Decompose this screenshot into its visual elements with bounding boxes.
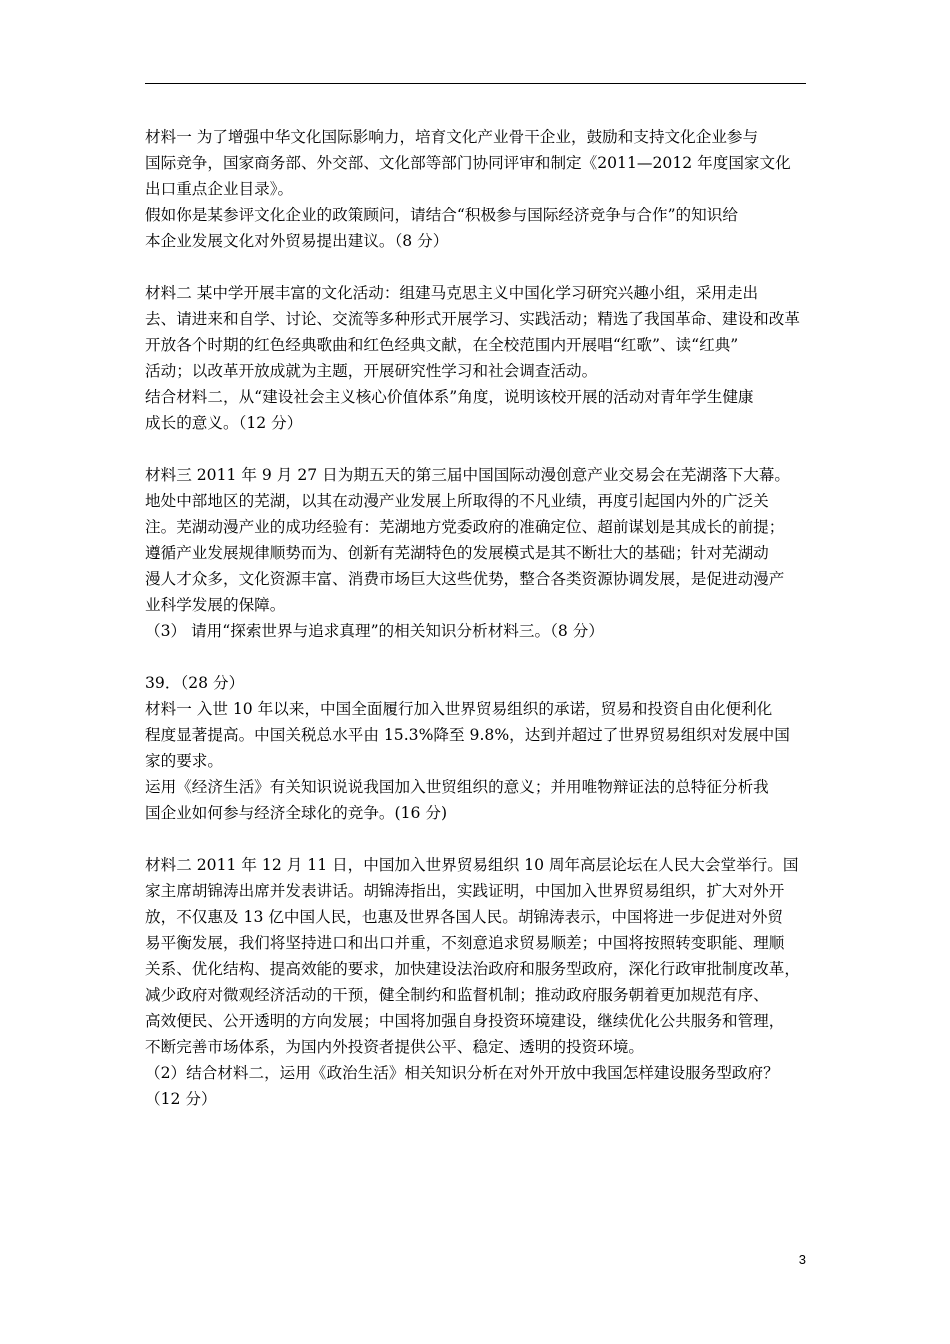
q39-material-2-paragraph xyxy=(145,852,813,1060)
text-line: 结合材料二，从“建设社会主义核心价值体系”角度，说明该校开展的活动对青年学生健康 xyxy=(145,388,754,406)
q39-material-1-paragraph xyxy=(145,696,813,774)
text-line: 关系、优化结构、提高效能的要求，加快建设法治政府和服务型政府，深化行政审批制度改革， xyxy=(145,960,800,978)
text-line: 漫人才众多，文化资源丰富、消费市场巨大这些优势，整合各类资源协调发展，是促进动漫产 xyxy=(145,570,785,588)
text-line: 材料二 某中学开展丰富的文化活动：组建马克思主义中国化学习研究兴趣小组，采用走出 xyxy=(145,284,759,302)
text-line: 假如你是某参评文化企业的政策顾问，请结合“积极参与国际经济竞争与合作”的知识给 xyxy=(145,206,738,224)
text-line: （2）结合材料二，运用《政治生活》相关知识分析在对外开放中我国怎样建设服务型政府？ xyxy=(145,1064,779,1082)
text-line: 材料二 2011 年 12 月 11 日，中国加入世界贸易组织 10 周年高层论坛在人民大会堂举行。国 xyxy=(145,856,799,874)
text-line: 材料一 入世 10 年以来，中国全面履行加入世界贸易组织的承诺，贸易和投资自由化便利化 xyxy=(145,700,773,718)
text-line: 高效便民、公开透明的方向发展；中国将加强自身投资环境建设，继续优化公共服务和管理， xyxy=(145,1012,785,1030)
text-line: 地处中部地区的芜湖，以其在动漫产业发展上所取得的不凡业绩，再度引起国内外的广泛关 xyxy=(145,492,769,510)
text-line: 注。芜湖动漫产业的成功经验有：芜湖地方党委政府的准确定位、超前谋划是其成长的前提； xyxy=(145,518,785,536)
document-body xyxy=(145,124,813,1112)
text-line: 家的要求。 xyxy=(145,752,223,770)
question-1-paragraph xyxy=(145,202,813,254)
text-line: 开放各个时期的红色经典歌曲和红色经典文献，在全校范围内开展唱“红歌”、读“红典” xyxy=(145,336,739,354)
text-line: 减少政府对微观经济活动的干预，健全制约和监督机制；推动政府服务朝着更加规范有序、 xyxy=(145,986,769,1004)
text-line: 不断完善市场体系，为国内外投资者提供公平、稳定、透明的投资环境。 xyxy=(145,1038,645,1056)
text-line: （12 分） xyxy=(145,1090,217,1108)
text-line: 放，不仅惠及 13 亿中国人民，也惠及世界各国人民。胡锦涛表示，中国将进一步促进对外贸 xyxy=(145,908,783,926)
text-line: 程度显著提高。中国关税总水平由 15.3%降至 9.8%，达到并超过了世界贸易组织对发展中国 xyxy=(145,726,790,744)
text-line: 材料三 2011 年 9 月 27 日为期五天的第三届中国国际动漫创意产业交易会在芜湖落下大幕。 xyxy=(145,466,790,484)
text-line: （3） 请用“探索世界与追求真理”的相关知识分析材料三。（8 分） xyxy=(145,622,604,640)
q39-question-2-paragraph xyxy=(145,1060,813,1112)
paragraph-spacer xyxy=(145,254,813,280)
text-line: 成长的意义。（12 分） xyxy=(145,414,303,432)
text-line: 易平衡发展，我们将坚持进口和出口并重，不刻意追求贸易顺差；中国将按照转变职能、理顺 xyxy=(145,934,785,952)
text-line: 家主席胡锦涛出席并发表讲话。胡锦涛指出，实践证明，中国加入世界贸易组织，扩大对外开 xyxy=(145,882,785,900)
material-3-paragraph xyxy=(145,462,813,618)
material-1-paragraph xyxy=(145,124,813,202)
text-line: 材料一 为了增强中华文化国际影响力，培育文化产业骨干企业，鼓励和支持文化企业参与 xyxy=(145,128,759,146)
text-line: 出口重点企业目录》。 xyxy=(145,180,294,198)
question-2-paragraph xyxy=(145,384,813,436)
header-rule xyxy=(145,83,806,84)
page-number: 3 xyxy=(798,1252,806,1267)
text-line: 国际竞争，国家商务部、外交部、文化部等部门协同评审和制定《2011—2012 年度国家文化 xyxy=(145,154,791,172)
paragraph-spacer xyxy=(145,826,813,852)
text-line: 遵循产业发展规律顺势而为、创新有芜湖特色的发展模式是其不断壮大的基础；针对芜湖动 xyxy=(145,544,769,562)
question-3-paragraph xyxy=(145,618,813,644)
paragraph-spacer xyxy=(145,644,813,670)
q39-question-1-paragraph xyxy=(145,774,813,826)
text-line: 国企业如何参与经济全球化的竞争。(16 分) xyxy=(145,804,448,822)
text-line: 去、请进来和自学、讨论、交流等多种形式开展学习、实践活动；精选了我国革命、建设和改革 xyxy=(145,310,800,328)
text-line: 运用《经济生活》有关知识说说我国加入世贸组织的意义；并用唯物辩证法的总特征分析我 xyxy=(145,778,769,796)
text-line: 业科学发展的保障。 xyxy=(145,596,286,614)
question-39-heading: 39．（28 分） xyxy=(145,674,245,692)
material-2-paragraph xyxy=(145,280,813,384)
text-line: 活动；以改革开放成就为主题，开展研究性学习和社会调查活动。 xyxy=(145,362,598,380)
text-line: 本企业发展文化对外贸易提出建议。（8 分） xyxy=(145,232,449,250)
paragraph-spacer xyxy=(145,436,813,462)
